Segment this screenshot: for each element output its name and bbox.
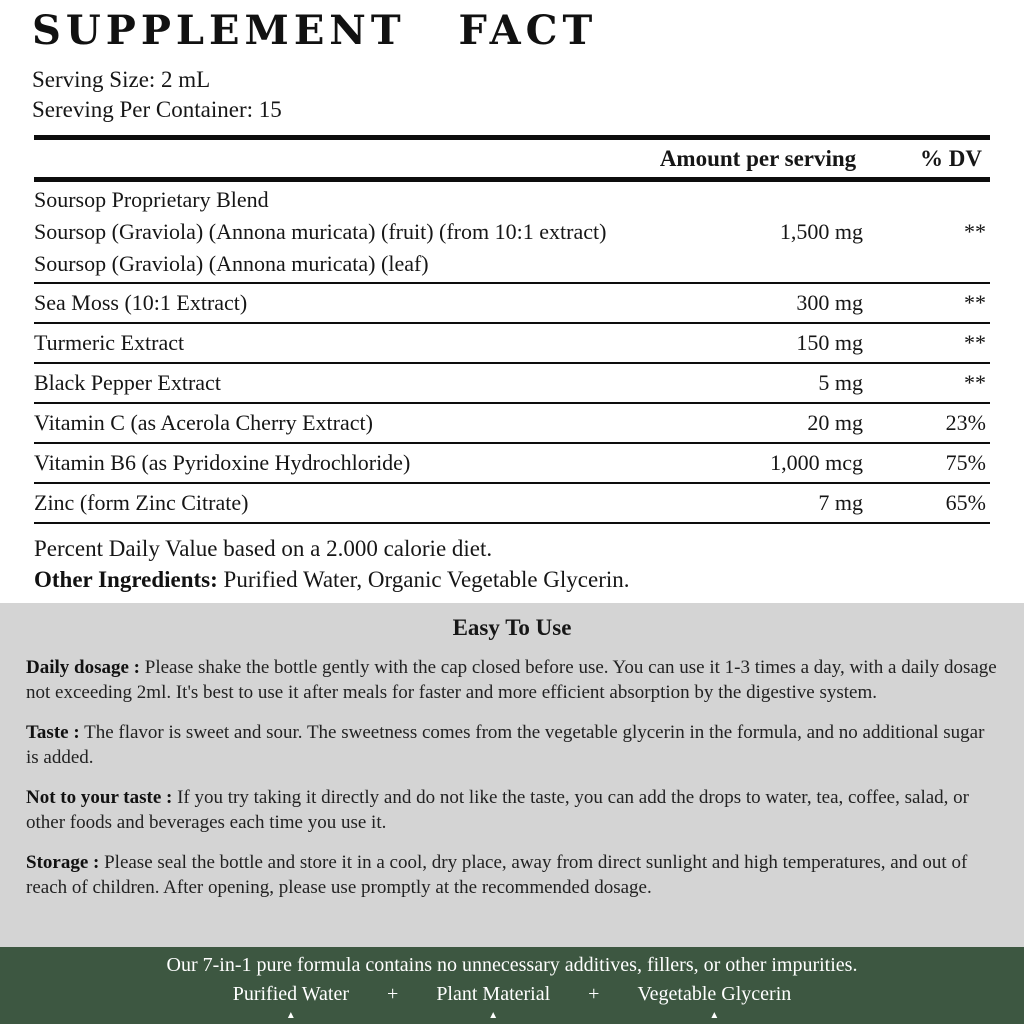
usage-paragraph-storage xyxy=(26,850,998,900)
serving-size-text: Serving Size: 2 mL xyxy=(32,67,211,92)
ingredient-dv: ** xyxy=(964,370,986,395)
triangle-up-icon: ▲ xyxy=(285,1010,296,1021)
formula-tagline: Our 7-in-1 pure formula contains no unnecessary additives, fillers, or other impurities. xyxy=(166,954,858,976)
table-row xyxy=(34,364,990,404)
plus-separator: + xyxy=(588,983,600,1005)
usage-section xyxy=(0,603,1024,947)
table-row xyxy=(34,284,990,324)
ingredient-amount: 300 mg xyxy=(796,290,863,315)
serving-info xyxy=(32,65,992,125)
blend-amount: 1,500 mg xyxy=(779,219,863,244)
table-row xyxy=(34,404,990,444)
other-ingredients-note xyxy=(34,564,990,595)
blend-dv: ** xyxy=(964,219,986,244)
blend-component: Soursop (Graviola) (Annona muricata) (leaf) xyxy=(34,251,429,276)
triangle-up-icon: ▲ xyxy=(709,1010,720,1021)
formula-ingredient-plant-material xyxy=(436,982,550,1021)
ingredient-amount: 1,000 mcg xyxy=(770,450,863,475)
table-row xyxy=(34,444,990,484)
table-header-row xyxy=(34,135,990,182)
usage-paragraph-label: Storage : xyxy=(26,852,100,873)
formula-ingredient-purified-water xyxy=(233,982,349,1021)
supplement-facts-table xyxy=(34,135,990,524)
formula-ingredient-label: Purified Water xyxy=(232,983,350,1005)
usage-paragraph-label: Daily dosage : xyxy=(26,657,140,678)
blend-title: Soursop Proprietary Blend xyxy=(34,187,269,212)
ingredient-name: Vitamin C (as Acerola Cherry Extract) xyxy=(34,410,373,435)
triangle-up-icon: ▲ xyxy=(488,1010,499,1021)
formula-ingredient-vegetable-glycerin xyxy=(637,982,791,1021)
usage-paragraph-text: Please seal the bottle and store it in a cool, dry place, away from direct sunlight and high temperatures, and out of reach of children. After opening, please use promptly at the recommended dosage. xyxy=(26,852,968,898)
page-title: SUPPLEMENT FACT xyxy=(32,7,598,54)
percent-dv-header: % DV xyxy=(920,145,982,171)
amount-per-serving-header: Amount per serving xyxy=(659,145,857,171)
other-ingredients-text: Purified Water, Organic Vegetable Glycerin. xyxy=(223,567,630,592)
ingredient-amount: 20 mg xyxy=(807,410,863,435)
ingredient-dv: 75% xyxy=(945,450,986,475)
usage-paragraph-label: Not to your taste : xyxy=(26,787,173,808)
table-row-blend xyxy=(34,182,990,284)
blend-component: Soursop (Graviola) (Annona muricata) (fruit) (from 10:1 extract) xyxy=(34,219,607,244)
ingredient-dv: ** xyxy=(964,330,986,355)
usage-heading: Easy To Use xyxy=(452,615,572,640)
plus-separator: + xyxy=(387,983,399,1005)
usage-paragraph-taste xyxy=(26,720,998,770)
ingredient-dv: 65% xyxy=(945,490,986,515)
ingredient-name: Black Pepper Extract xyxy=(34,370,221,395)
ingredient-name: Turmeric Extract xyxy=(34,330,185,355)
usage-paragraph-text: Please shake the bottle gently with the cap closed before use. You can use it 1-3 times a day, with a daily dosage not exceeding 2ml. It's best to use it after meals for faster and more efficient absorption by the digestive system. xyxy=(26,657,997,703)
daily-value-note: Percent Daily Value based on a 2.000 calorie diet. xyxy=(34,536,493,561)
usage-paragraph-daily-dosage xyxy=(26,655,998,705)
ingredient-name: Vitamin B6 (as Pyridoxine Hydrochloride) xyxy=(34,450,411,475)
formula-ingredient-label: Plant Material xyxy=(436,983,551,1005)
blend-name-cell xyxy=(34,182,653,282)
other-ingredients-label: Other Ingredients: xyxy=(34,567,218,592)
label-notes xyxy=(34,533,990,595)
ingredient-name: Sea Moss (10:1 Extract) xyxy=(34,290,248,315)
usage-paragraph-not-to-your-taste xyxy=(26,785,998,835)
ingredient-dv: ** xyxy=(964,290,986,315)
table-row xyxy=(34,484,990,524)
usage-paragraph-label: Taste : xyxy=(26,722,80,743)
servings-per-container-text: Sereving Per Container: 15 xyxy=(32,97,282,122)
label-header xyxy=(0,0,1024,125)
formula-ingredients-row xyxy=(0,982,1024,1021)
formula-footer xyxy=(0,947,1024,1024)
usage-paragraph-text: The flavor is sweet and sour. The sweetness comes from the vegetable glycerin in the formula, and no additional sugar is added. xyxy=(26,722,985,768)
ingredient-amount: 7 mg xyxy=(818,490,863,515)
ingredient-name: Zinc (form Zinc Citrate) xyxy=(34,490,249,515)
ingredient-dv: 23% xyxy=(945,410,986,435)
formula-ingredient-label: Vegetable Glycerin xyxy=(637,983,792,1005)
ingredient-amount: 5 mg xyxy=(818,370,863,395)
table-row xyxy=(34,324,990,364)
usage-paragraph-text: If you try taking it directly and do not like the taste, you can add the drops to water, tea, coffee, salad, or other foods and beverages each time you use it. xyxy=(26,787,969,833)
ingredient-amount: 150 mg xyxy=(796,330,863,355)
